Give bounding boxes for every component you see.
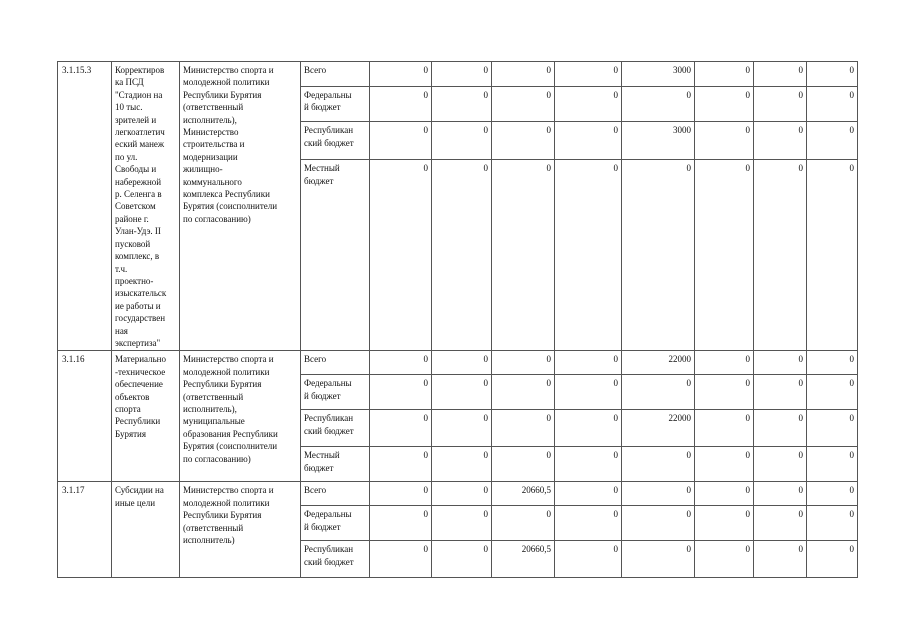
- funding-source-cell: [301, 86, 370, 122]
- executor-cell: [180, 62, 301, 351]
- amount-cell: 0: [807, 375, 858, 410]
- amount-cell: 0: [695, 541, 754, 578]
- budget-table-body: [58, 62, 858, 578]
- measure-name-cell: [112, 351, 180, 482]
- amount-cell: 0: [754, 447, 807, 482]
- amount-cell: 0: [555, 86, 622, 122]
- amount-cell: 0: [555, 160, 622, 351]
- funding-source-cell: [301, 447, 370, 482]
- amount-cell: 3000: [622, 122, 695, 160]
- amount-cell: 0: [754, 541, 807, 578]
- amount-cell: 0: [807, 62, 858, 87]
- amount-cell: 0: [555, 122, 622, 160]
- amount-cell: 0: [807, 410, 858, 447]
- amount-cell: 0: [695, 62, 754, 87]
- executor-cell: [180, 351, 301, 482]
- table-row: [58, 62, 858, 87]
- amount-cell: 0: [807, 482, 858, 506]
- amount-cell: 0: [695, 351, 754, 375]
- funding-source-cell: [301, 541, 370, 578]
- amount-cell: 0: [492, 375, 555, 410]
- measure-name-cell-text: Субсидии на иные цели: [115, 485, 164, 508]
- funding-source-label: Местный бюджет: [304, 450, 340, 473]
- amount-cell: 0: [807, 160, 858, 351]
- amount-cell: 0: [695, 122, 754, 160]
- amount-cell: 0: [370, 62, 432, 87]
- amount-cell: 0: [695, 375, 754, 410]
- measure-name-cell-text: Материально -техническое обеспечение объектов спорта Республики Бурятия: [115, 354, 166, 439]
- funding-source-label: Республикан ский бюджет: [304, 413, 354, 436]
- amount-cell: 0: [695, 506, 754, 541]
- amount-cell: 0: [695, 160, 754, 351]
- table-row: [58, 482, 858, 506]
- funding-source-cell: [301, 375, 370, 410]
- amount-cell: 0: [754, 375, 807, 410]
- budget-table: [57, 61, 858, 578]
- funding-source-cell: [301, 482, 370, 506]
- executor-cell-text: Министерство спорта и молодежной политики Республики Бурятия (ответственный исполнитель), муниципальные образования Республики Бурятия (соисполнители по согласованию): [183, 354, 278, 464]
- amount-cell: 0: [432, 447, 492, 482]
- funding-source-cell: [301, 410, 370, 447]
- amount-cell: 0: [492, 506, 555, 541]
- amount-cell: 0: [555, 410, 622, 447]
- amount-cell: 0: [622, 541, 695, 578]
- amount-cell: 0: [370, 447, 432, 482]
- amount-cell: 0: [695, 447, 754, 482]
- amount-cell: 0: [432, 375, 492, 410]
- amount-cell: 0: [492, 351, 555, 375]
- amount-cell: 0: [622, 506, 695, 541]
- amount-cell: 0: [432, 122, 492, 160]
- amount-cell: 0: [555, 351, 622, 375]
- measure-name-cell: [112, 62, 180, 351]
- funding-source-cell: [301, 506, 370, 541]
- amount-cell: 0: [555, 447, 622, 482]
- amount-cell: 0: [622, 86, 695, 122]
- amount-cell: 0: [492, 447, 555, 482]
- amount-cell: 0: [555, 62, 622, 87]
- funding-source-label: Республикан ский бюджет: [304, 125, 354, 148]
- funding-source-label: Республикан ский бюджет: [304, 544, 354, 567]
- measure-name-cell: [112, 482, 180, 578]
- amount-cell: 0: [555, 506, 622, 541]
- amount-cell: 0: [555, 482, 622, 506]
- amount-cell: 0: [622, 375, 695, 410]
- amount-cell: 0: [492, 160, 555, 351]
- amount-cell: 0: [492, 122, 555, 160]
- amount-cell: 0: [695, 482, 754, 506]
- amount-cell: 0: [807, 447, 858, 482]
- amount-cell: 0: [370, 482, 432, 506]
- amount-cell: 0: [492, 62, 555, 87]
- amount-cell: 22000: [622, 410, 695, 447]
- funding-source-cell: [301, 62, 370, 87]
- amount-cell: 0: [432, 506, 492, 541]
- funding-source-label: Всего: [304, 354, 327, 365]
- amount-cell: 0: [807, 351, 858, 375]
- amount-cell: 0: [807, 86, 858, 122]
- amount-cell: 0: [432, 62, 492, 87]
- amount-cell: 0: [432, 541, 492, 578]
- amount-cell: 0: [807, 122, 858, 160]
- amount-cell: 0: [807, 541, 858, 578]
- amount-cell: 0: [370, 506, 432, 541]
- amount-cell: 0: [754, 86, 807, 122]
- funding-source-cell: [301, 351, 370, 375]
- amount-cell: 0: [432, 482, 492, 506]
- funding-source-label: Всего: [304, 485, 327, 496]
- amount-cell: 20660,5: [492, 482, 555, 506]
- amount-cell: 0: [432, 351, 492, 375]
- code-cell-text: 3.1.16: [62, 354, 85, 365]
- amount-cell: 0: [432, 410, 492, 447]
- amount-cell: 0: [492, 86, 555, 122]
- amount-cell: 0: [370, 160, 432, 351]
- executor-cell-text: Министерство спорта и молодежной политики Республики Бурятия (ответственный исполнитель), Министерство строительства и модернизации жилищно- коммунального комплекса Республики Бурятия (соисполнители по согласованию): [183, 65, 278, 224]
- amount-cell: 0: [754, 122, 807, 160]
- amount-cell: 22000: [622, 351, 695, 375]
- amount-cell: 0: [432, 160, 492, 351]
- amount-cell: 0: [622, 447, 695, 482]
- funding-source-cell: [301, 122, 370, 160]
- funding-source-label: Всего: [304, 65, 327, 75]
- amount-cell: 0: [754, 410, 807, 447]
- executor-cell-text: Министерство спорта и молодежной политики Республики Бурятия (ответственный исполнитель): [183, 485, 274, 545]
- code-cell: [58, 482, 112, 578]
- amount-cell: 0: [754, 351, 807, 375]
- amount-cell: 0: [754, 482, 807, 506]
- table-row: [58, 351, 858, 375]
- amount-cell: 0: [754, 62, 807, 87]
- amount-cell: 0: [555, 541, 622, 578]
- amount-cell: 0: [492, 410, 555, 447]
- amount-cell: 0: [370, 541, 432, 578]
- code-cell-text: 3.1.17: [62, 485, 85, 496]
- amount-cell: 0: [370, 375, 432, 410]
- funding-source-label: Местный бюджет: [304, 163, 340, 186]
- funding-source-label: Федеральны й бюджет: [304, 509, 352, 532]
- amount-cell: 0: [807, 506, 858, 541]
- amount-cell: 0: [622, 160, 695, 351]
- amount-cell: 0: [370, 351, 432, 375]
- code-cell-text: 3.1.15.3: [62, 65, 92, 75]
- amount-cell: 3000: [622, 62, 695, 87]
- funding-source-label: Федеральны й бюджет: [304, 89, 352, 112]
- funding-source-cell: [301, 160, 370, 351]
- amount-cell: 0: [432, 86, 492, 122]
- amount-cell: 0: [370, 410, 432, 447]
- code-cell: [58, 62, 112, 351]
- executor-cell: [180, 482, 301, 578]
- code-cell: [58, 351, 112, 482]
- amount-cell: 0: [695, 410, 754, 447]
- amount-cell: 20660,5: [492, 541, 555, 578]
- funding-source-label: Федеральны й бюджет: [304, 378, 352, 401]
- amount-cell: 0: [754, 160, 807, 351]
- amount-cell: 0: [622, 482, 695, 506]
- amount-cell: 0: [754, 506, 807, 541]
- amount-cell: 0: [695, 86, 754, 122]
- amount-cell: 0: [370, 86, 432, 122]
- amount-cell: 0: [555, 375, 622, 410]
- measure-name-cell-text: Корректиров ка ПСД "Стадион на 10 тыс. зрителей и легкоатлетич еский манеж по ул. Свободы и набережной р. Селенга в Советском районе г. Улан-Удэ. II пусковой комплекс, в т.ч. проектно- изыскательск ие работы и государствен ная экспертиза": [115, 65, 167, 348]
- amount-cell: 0: [370, 122, 432, 160]
